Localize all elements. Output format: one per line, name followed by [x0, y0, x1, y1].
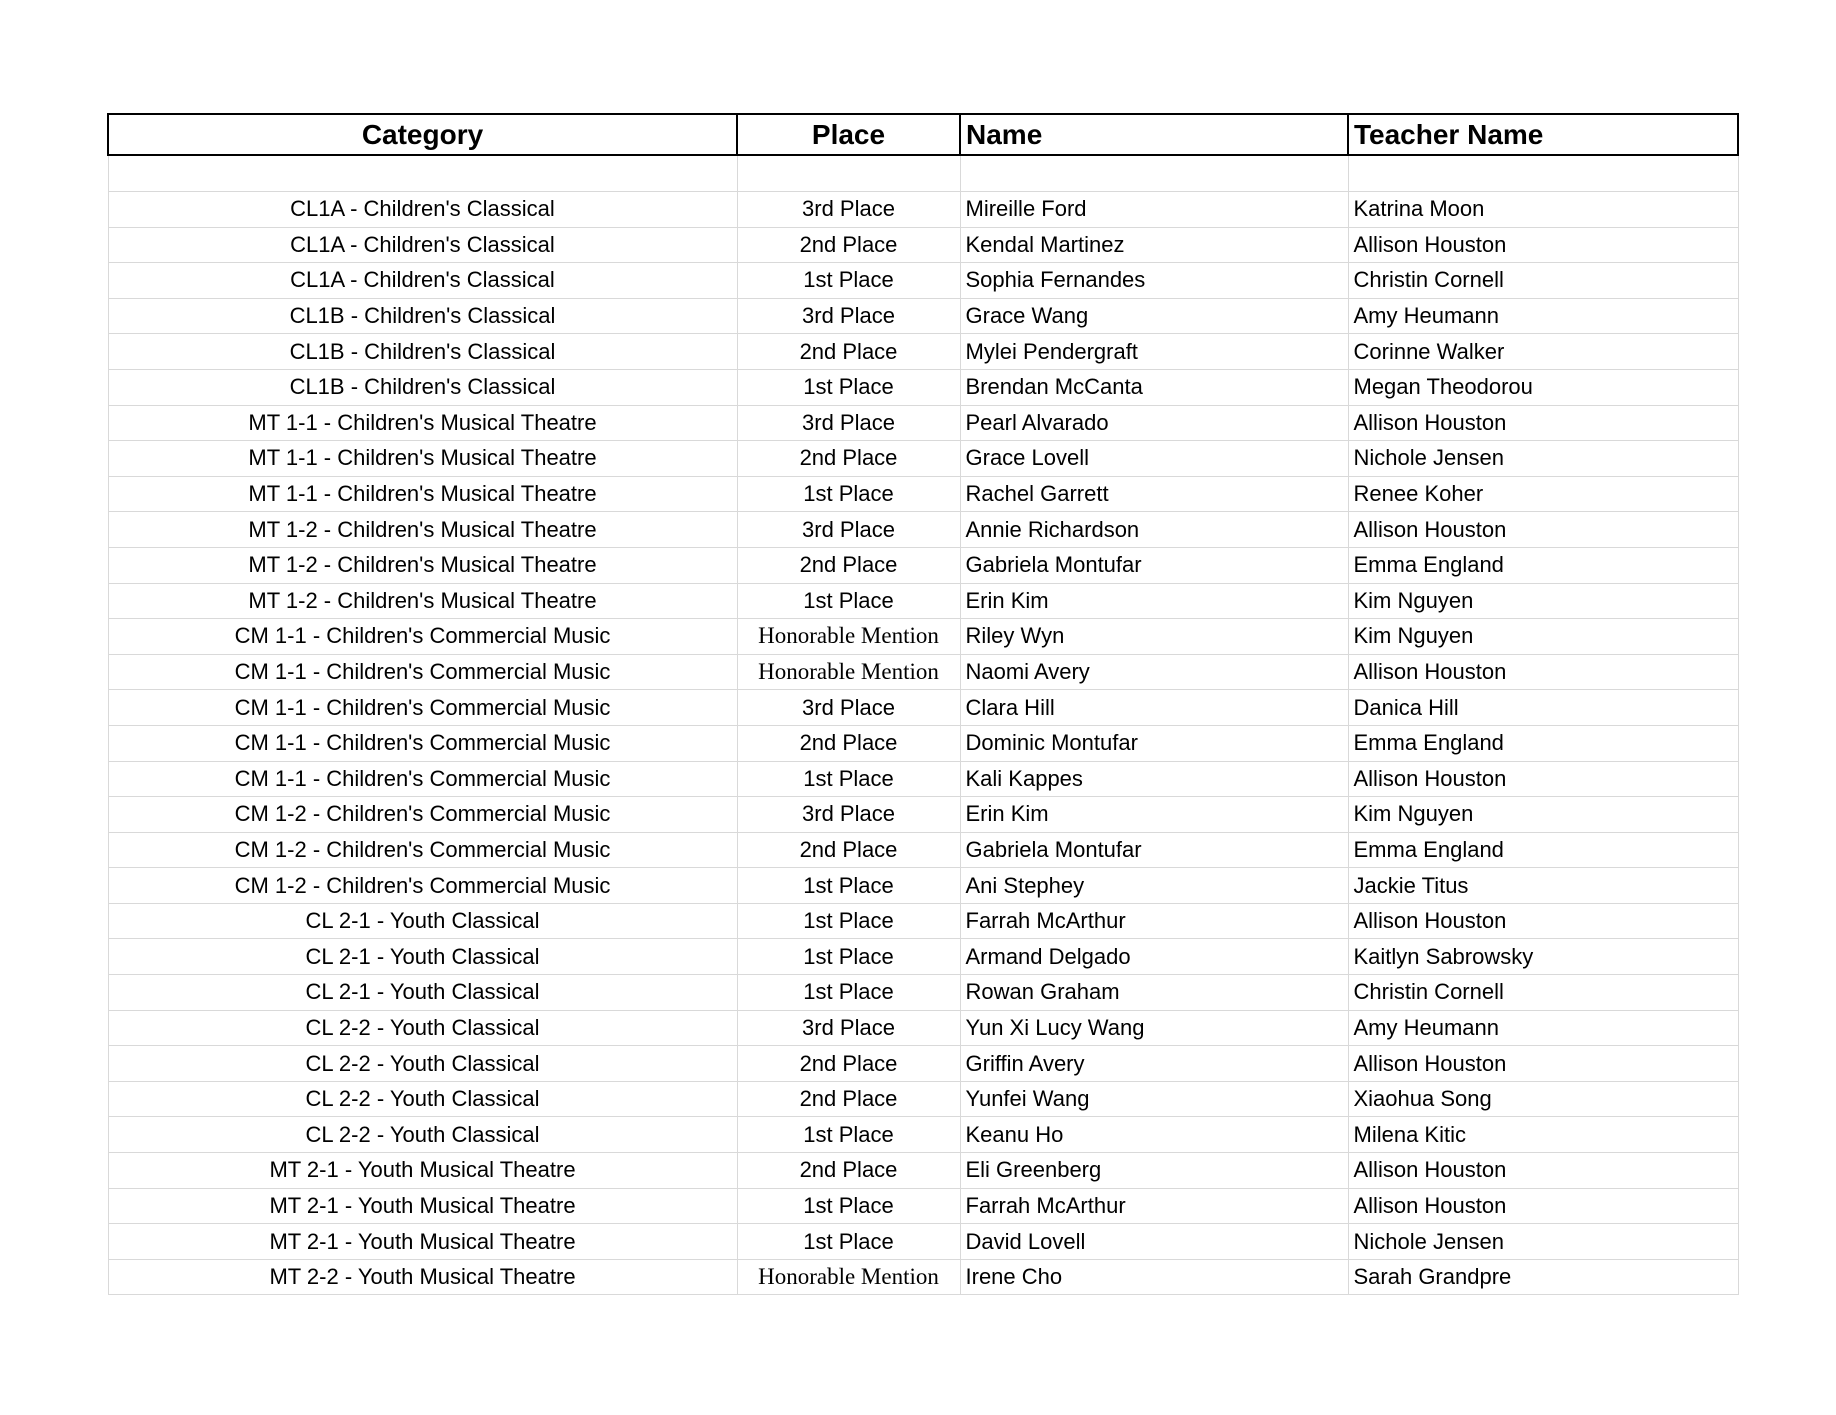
teacher-cell: Kim Nguyen [1348, 583, 1738, 619]
category-cell: MT 1-1 - Children's Musical Theatre [108, 405, 737, 441]
place-cell: 1st Place [737, 868, 960, 904]
place-cell: 1st Place [737, 369, 960, 405]
name-cell: Pearl Alvarado [960, 405, 1348, 441]
teacher-cell: Allison Houston [1348, 1188, 1738, 1224]
category-cell: CL 2-2 - Youth Classical [108, 1010, 737, 1046]
place-cell: 1st Place [737, 939, 960, 975]
name-cell: Yun Xi Lucy Wang [960, 1010, 1348, 1046]
place-cell: 3rd Place [737, 298, 960, 334]
teacher-cell: Allison Houston [1348, 405, 1738, 441]
category-cell: MT 2-1 - Youth Musical Theatre [108, 1224, 737, 1260]
category-cell: MT 1-1 - Children's Musical Theatre [108, 441, 737, 477]
place-cell: 2nd Place [737, 832, 960, 868]
category-cell: CL 2-2 - Youth Classical [108, 1117, 737, 1153]
name-cell: Naomi Avery [960, 654, 1348, 690]
name-cell: Grace Lovell [960, 441, 1348, 477]
name-cell: Rachel Garrett [960, 476, 1348, 512]
name-cell: Dominic Montufar [960, 725, 1348, 761]
table-row [108, 583, 1738, 619]
table-row [108, 1046, 1738, 1082]
table-row [108, 1153, 1738, 1189]
place-cell: 2nd Place [737, 334, 960, 370]
place-cell: 2nd Place [737, 725, 960, 761]
name-cell: Ani Stephey [960, 868, 1348, 904]
category-cell: MT 1-2 - Children's Musical Theatre [108, 583, 737, 619]
category-cell: CM 1-1 - Children's Commercial Music [108, 654, 737, 690]
category-cell: CM 1-1 - Children's Commercial Music [108, 619, 737, 655]
header-row [108, 114, 1738, 155]
table-row [108, 547, 1738, 583]
name-cell: Clara Hill [960, 690, 1348, 726]
place-cell: Honorable Mention [737, 619, 960, 655]
name-cell: Annie Richardson [960, 512, 1348, 548]
name-cell: Brendan McCanta [960, 369, 1348, 405]
category-cell: CM 1-2 - Children's Commercial Music [108, 797, 737, 833]
place-cell: 3rd Place [737, 690, 960, 726]
teacher-cell: Allison Houston [1348, 654, 1738, 690]
header-teacher-name: Teacher Name [1348, 114, 1738, 155]
place-cell: 1st Place [737, 1117, 960, 1153]
table-row [108, 298, 1738, 334]
table-row [108, 512, 1738, 548]
teacher-cell: Allison Houston [1348, 1046, 1738, 1082]
place-cell: 3rd Place [737, 192, 960, 228]
category-cell: CL 2-1 - Youth Classical [108, 939, 737, 975]
teacher-cell: Kaitlyn Sabrowsky [1348, 939, 1738, 975]
teacher-cell: Amy Heumann [1348, 298, 1738, 334]
teacher-cell: Xiaohua Song [1348, 1081, 1738, 1117]
category-cell: CM 1-1 - Children's Commercial Music [108, 761, 737, 797]
teacher-cell: Nichole Jensen [1348, 441, 1738, 477]
teacher-cell: Amy Heumann [1348, 1010, 1738, 1046]
name-cell: Riley Wyn [960, 619, 1348, 655]
empty-cell [960, 155, 1348, 192]
category-cell: CL 2-1 - Youth Classical [108, 975, 737, 1011]
place-cell: 2nd Place [737, 441, 960, 477]
teacher-cell: Sarah Grandpre [1348, 1259, 1738, 1295]
teacher-cell: Christin Cornell [1348, 263, 1738, 299]
teacher-cell: Megan Theodorou [1348, 369, 1738, 405]
category-cell: CM 1-1 - Children's Commercial Music [108, 690, 737, 726]
name-cell: Erin Kim [960, 583, 1348, 619]
name-cell: Farrah McArthur [960, 903, 1348, 939]
teacher-cell: Milena Kitic [1348, 1117, 1738, 1153]
table-row [108, 761, 1738, 797]
place-cell: 3rd Place [737, 512, 960, 548]
category-cell: CL1B - Children's Classical [108, 369, 737, 405]
name-cell: Sophia Fernandes [960, 263, 1348, 299]
table-row [108, 832, 1738, 868]
place-cell: 2nd Place [737, 1046, 960, 1082]
results-table [107, 113, 1739, 1295]
teacher-cell: Kim Nguyen [1348, 619, 1738, 655]
category-cell: CL1B - Children's Classical [108, 298, 737, 334]
name-cell: Kali Kappes [960, 761, 1348, 797]
table-row [108, 975, 1738, 1011]
place-cell: 2nd Place [737, 227, 960, 263]
name-cell: Mylei Pendergraft [960, 334, 1348, 370]
table-row [108, 797, 1738, 833]
category-cell: CL 2-1 - Youth Classical [108, 903, 737, 939]
teacher-cell: Renee Koher [1348, 476, 1738, 512]
empty-row [108, 155, 1738, 192]
category-cell: CM 1-2 - Children's Commercial Music [108, 868, 737, 904]
table-row [108, 1259, 1738, 1295]
place-cell: 2nd Place [737, 1081, 960, 1117]
empty-cell [1348, 155, 1738, 192]
name-cell: Rowan Graham [960, 975, 1348, 1011]
category-cell: CL 2-2 - Youth Classical [108, 1081, 737, 1117]
category-cell: MT 2-2 - Youth Musical Theatre [108, 1259, 737, 1295]
teacher-cell: Allison Houston [1348, 1153, 1738, 1189]
table-row [108, 939, 1738, 975]
empty-cell [108, 155, 737, 192]
name-cell: Keanu Ho [960, 1117, 1348, 1153]
name-cell: Griffin Avery [960, 1046, 1348, 1082]
table-row [108, 654, 1738, 690]
teacher-cell: Allison Houston [1348, 227, 1738, 263]
place-cell: 1st Place [737, 1188, 960, 1224]
table-row [108, 441, 1738, 477]
category-cell: CM 1-2 - Children's Commercial Music [108, 832, 737, 868]
place-cell: 1st Place [737, 903, 960, 939]
category-cell: MT 1-1 - Children's Musical Theatre [108, 476, 737, 512]
name-cell: Gabriela Montufar [960, 547, 1348, 583]
empty-cell [737, 155, 960, 192]
place-cell: 2nd Place [737, 1153, 960, 1189]
place-cell: 1st Place [737, 263, 960, 299]
teacher-cell: Kim Nguyen [1348, 797, 1738, 833]
name-cell: Grace Wang [960, 298, 1348, 334]
table-row [108, 690, 1738, 726]
category-cell: MT 2-1 - Youth Musical Theatre [108, 1153, 737, 1189]
results-sheet [107, 113, 1737, 1295]
name-cell: Kendal Martinez [960, 227, 1348, 263]
place-cell: Honorable Mention [737, 654, 960, 690]
teacher-cell: Jackie Titus [1348, 868, 1738, 904]
header-place: Place [737, 114, 960, 155]
place-cell: 1st Place [737, 476, 960, 512]
category-cell: CM 1-1 - Children's Commercial Music [108, 725, 737, 761]
table-row [108, 1010, 1738, 1046]
place-cell: 1st Place [737, 583, 960, 619]
place-cell: Honorable Mention [737, 1259, 960, 1295]
category-cell: CL 2-2 - Youth Classical [108, 1046, 737, 1082]
table-row [108, 1224, 1738, 1260]
name-cell: Mireille Ford [960, 192, 1348, 228]
table-row [108, 903, 1738, 939]
teacher-cell: Nichole Jensen [1348, 1224, 1738, 1260]
name-cell: Erin Kim [960, 797, 1348, 833]
table-row [108, 476, 1738, 512]
place-cell: 2nd Place [737, 547, 960, 583]
table-row [108, 725, 1738, 761]
teacher-cell: Allison Houston [1348, 761, 1738, 797]
table-row [108, 619, 1738, 655]
teacher-cell: Katrina Moon [1348, 192, 1738, 228]
header-category: Category [108, 114, 737, 155]
table-row [108, 334, 1738, 370]
table-row [108, 227, 1738, 263]
name-cell: Gabriela Montufar [960, 832, 1348, 868]
name-cell: Irene Cho [960, 1259, 1348, 1295]
name-cell: Eli Greenberg [960, 1153, 1348, 1189]
category-cell: MT 1-2 - Children's Musical Theatre [108, 547, 737, 583]
category-cell: CL1A - Children's Classical [108, 192, 737, 228]
table-row [108, 1188, 1738, 1224]
place-cell: 1st Place [737, 1224, 960, 1260]
teacher-cell: Emma England [1348, 832, 1738, 868]
name-cell: Farrah McArthur [960, 1188, 1348, 1224]
teacher-cell: Emma England [1348, 547, 1738, 583]
table-row [108, 405, 1738, 441]
table-row [108, 192, 1738, 228]
category-cell: CL1A - Children's Classical [108, 263, 737, 299]
category-cell: CL1A - Children's Classical [108, 227, 737, 263]
teacher-cell: Corinne Walker [1348, 334, 1738, 370]
header-name: Name [960, 114, 1348, 155]
teacher-cell: Allison Houston [1348, 512, 1738, 548]
place-cell: 3rd Place [737, 1010, 960, 1046]
table-row [108, 263, 1738, 299]
teacher-cell: Danica Hill [1348, 690, 1738, 726]
name-cell: Armand Delgado [960, 939, 1348, 975]
teacher-cell: Emma England [1348, 725, 1738, 761]
name-cell: Yunfei Wang [960, 1081, 1348, 1117]
table-row [108, 1081, 1738, 1117]
table-row [108, 369, 1738, 405]
place-cell: 3rd Place [737, 797, 960, 833]
place-cell: 3rd Place [737, 405, 960, 441]
place-cell: 1st Place [737, 761, 960, 797]
category-cell: CL1B - Children's Classical [108, 334, 737, 370]
teacher-cell: Allison Houston [1348, 903, 1738, 939]
name-cell: David Lovell [960, 1224, 1348, 1260]
table-row [108, 868, 1738, 904]
teacher-cell: Christin Cornell [1348, 975, 1738, 1011]
category-cell: MT 2-1 - Youth Musical Theatre [108, 1188, 737, 1224]
place-cell: 1st Place [737, 975, 960, 1011]
category-cell: MT 1-2 - Children's Musical Theatre [108, 512, 737, 548]
table-row [108, 1117, 1738, 1153]
